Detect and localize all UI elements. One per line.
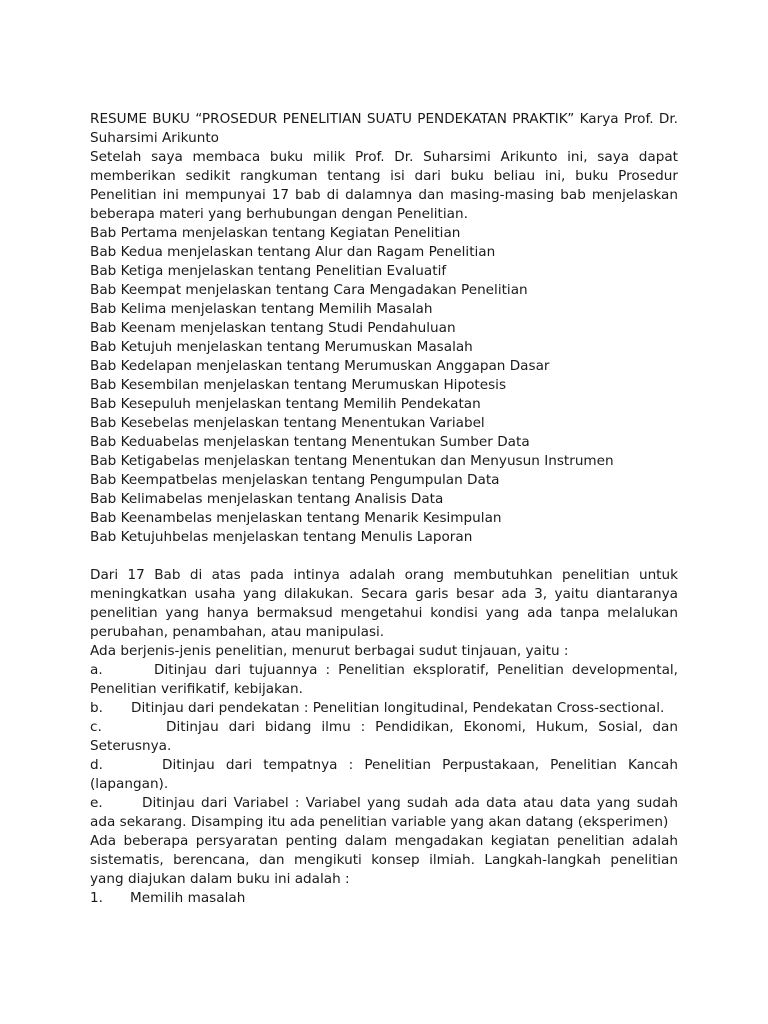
item-text: Memilih masalah (130, 890, 246, 906)
chapter-item: Bab Ketigabelas menjelaskan tentang Menentukan dan Menyusun Instrumen (90, 453, 614, 469)
summary-paragraph: Dari 17 Bab di atas pada intinya adalah orang membutuhkan penelitian untuk meningkatkan usaha yang dilakukan. Secara garis besar ada 3, yaitu diantaranya penelitian yang hanya bermaksud mengetahui kondisi yang ada tanpa melalukan perubahan, penambahan, atau manipulasi. (90, 567, 678, 640)
intro-paragraph: Setelah saya membaca buku milik Prof. Dr. Suharsimi Arikunto ini, saya dapat memberikan sedikit rangkuman tentang isi dari buku beliau ini, buku Prosedur Penelitian ini mempunyai 17 bab di dalamnya dan masing-masing bab menjelaskan beberapa materi yang berhubungan dengan Penelitian. (90, 149, 678, 222)
research-type-item (90, 661, 678, 699)
chapter-item: Bab Kedua menjelaskan tentang Alur dan Ragam Penelitian (90, 244, 496, 260)
chapter-item: Bab Ketiga menjelaskan tentang Penelitian Evaluatif (90, 263, 447, 279)
chapter-item: Bab Keenambelas menjelaskan tentang Menarik Kesimpulan (90, 510, 502, 526)
item-text: Ditinjau dari tujuannya : Penelitian eksploratif, Penelitian developmental, Penelitian verifikatif, kebijakan. (90, 662, 678, 697)
chapter-item: Bab Keempat menjelaskan tentang Cara Mengadakan Penelitian (90, 282, 528, 298)
research-type-item (90, 718, 678, 756)
chapter-item: Bab Kelimabelas menjelaskan tentang Analisis Data (90, 491, 444, 507)
research-types-list (90, 661, 678, 832)
step-item (90, 889, 678, 908)
chapter-item: Bab Keenam menjelaskan tentang Studi Pendahuluan (90, 320, 456, 336)
chapter-item: Bab Ketujuh menjelaskan tentang Merumuskan Masalah (90, 339, 473, 355)
item-marker: b. (90, 700, 103, 716)
document-title: RESUME BUKU “PROSEDUR PENELITIAN SUATU PENDEKATAN PRAKTIK” Karya Prof. Dr. Suharsimi Arikunto (90, 111, 678, 146)
steps-list (90, 889, 678, 908)
research-type-item (90, 756, 678, 794)
chapter-item: Bab Kelima menjelaskan tentang Memilih Masalah (90, 301, 433, 317)
blank-line (90, 547, 678, 566)
research-type-item (90, 794, 678, 832)
research-type-item (90, 699, 678, 718)
item-text: Ditinjau dari tempatnya : Penelitian Perpustakaan, Penelitian Kancah (lapangan). (90, 757, 678, 792)
item-marker: d. (90, 757, 103, 773)
chapter-item: Bab Kesebelas menjelaskan tentang Menentukan Variabel (90, 415, 485, 431)
types-intro: Ada berjenis-jenis penelitian, menurut berbagai sudut tinjauan, yaitu : (90, 643, 569, 659)
requirements-paragraph: Ada beberapa persyaratan penting dalam mengadakan kegiatan penelitian adalah sistematis, berencana, dan mengikuti konsep ilmiah. Langkah-langkah penelitian yang diajukan dalam buku ini adalah : (90, 833, 678, 887)
chapter-item: Bab Kesembilan menjelaskan tentang Merumuskan Hipotesis (90, 377, 507, 393)
chapter-list (90, 224, 678, 547)
chapter-item: Bab Kesepuluh menjelaskan tentang Memilih Pendekatan (90, 396, 481, 412)
chapter-item: Bab Pertama menjelaskan tentang Kegiatan Penelitian (90, 225, 461, 241)
item-marker: c. (90, 719, 102, 735)
item-marker: 1. (90, 890, 103, 906)
item-marker: e. (90, 795, 103, 811)
chapter-item: Bab Keduabelas menjelaskan tentang Menentukan Sumber Data (90, 434, 530, 450)
item-marker: a. (90, 662, 103, 678)
item-text: Ditinjau dari bidang ilmu : Pendidikan, Ekonomi, Hukum, Sosial, dan Seterusnya. (90, 719, 678, 754)
chapter-item: Bab Keempatbelas menjelaskan tentang Pengumpulan Data (90, 472, 500, 488)
document-page (90, 110, 678, 908)
chapter-item: Bab Kedelapan menjelaskan tentang Merumuskan Anggapan Dasar (90, 358, 550, 374)
chapter-item: Bab Ketujuhbelas menjelaskan tentang Menulis Laporan (90, 529, 473, 545)
item-text: Ditinjau dari pendekatan : Penelitian longitudinal, Pendekatan Cross-sectional. (131, 700, 665, 716)
item-text: Ditinjau dari Variabel : Variabel yang sudah ada data atau data yang sudah ada sekarang. Disamping itu ada penelitian variable yang akan datang (eksperimen) (90, 795, 678, 830)
